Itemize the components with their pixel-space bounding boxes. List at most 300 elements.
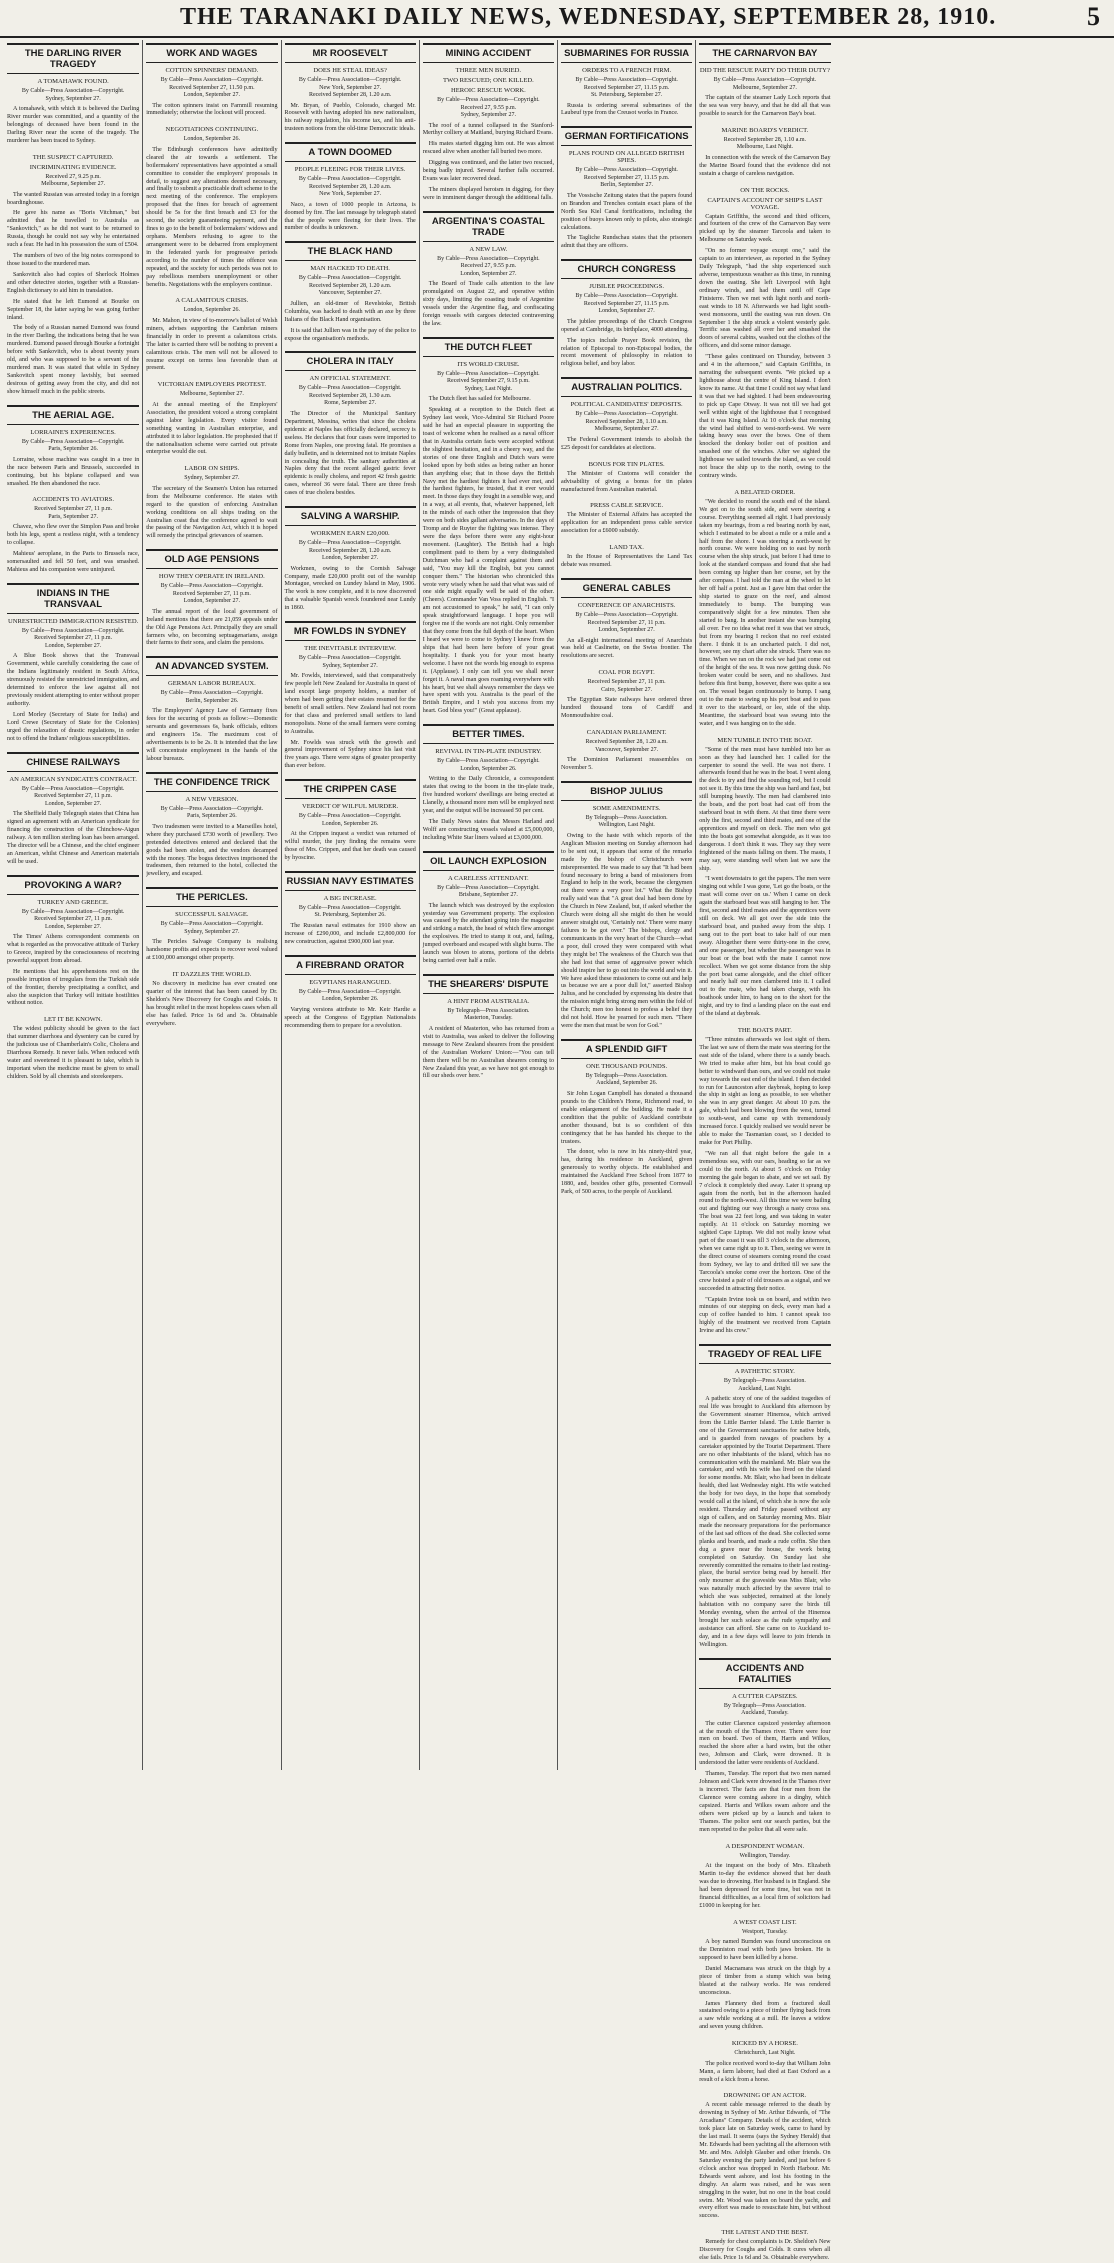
article-paragraph: The Employers' Agency Law of Germany fixes fees for the securing of posts as follow:—Domestic servants and governesses 6s, bank officials, editors and engineers 15s. The maximum cost of advertisements is to be 2s. It is intended that the law will concentrate employment in the hands of the labour bureaux.	[146, 708, 278, 762]
article-paragraph: At the inquest on the body of Mrs. Elizabeth Martin to-day the evidence showed that her death was due to drowning. Her husband is in England. She had been depressed for some time, but was not in financial difficulties, as a local firm of solicitors had £1000 in keeping for her.	[699, 1863, 831, 1909]
article-paragraph: Captain Griffiths, the second and third officers, and fourteen of the crew of the Carnarvon Bay were picked up by the steamer Tarcoola and taken to Melbourne on Saturday week.	[699, 213, 831, 244]
article	[7, 405, 139, 489]
article-dateline: Christchurch, Last Night.	[734, 2050, 796, 2057]
article	[561, 578, 692, 661]
article	[561, 502, 692, 536]
article-headline: CHINESE RAILWAYS	[7, 752, 139, 772]
article-paragraph: The Director of the Municipal Sanitary Department, Messina, writes that since the cholera epidemic at Naples has officially declared, secrecy is useless. He declares that four cases were imported to Rome from Naples, one proving fatal. He promises a daily bulletin, and is determined not to imitate Naples in concealing the truth. The sanitary authorities at Naples deny that the recent alleged gastric fever epidemic is really cholera, and report 42 fresh gastric cases, whereof 36 were fatal. There are three fresh cases of true cholera besides.	[284, 410, 416, 497]
article-dateline: London, September 27.	[183, 92, 241, 98]
article-dateline: By Telegraph—Press Association.	[447, 1007, 530, 1014]
article-paragraph: A Blue Book shows that the Transvaal Government, while carefully considering the case of the Indians legitimately resident in South Africa, strenuously resisted the unrestricted immigration, and determined to enforce the law against all not previously resident attempting to enter without proper authority.	[7, 653, 140, 707]
article-headline: RUSSIAN NAVY ESTIMATES	[285, 871, 416, 891]
article-dateline: By Cable—Press Association—Copyright.	[437, 255, 540, 262]
article-subhead: LABOR ON SHIPS.	[184, 465, 240, 473]
column-3	[281, 40, 419, 1770]
article	[423, 211, 554, 329]
article	[7, 875, 139, 1009]
article-paragraph: The Sheffield Daily Telegraph states that China has signed an agreement with an American syndicate for financing the construction of the Chinchow-Aigun railway. A ten million sterling loan has been arranged. The director will be a Chinese, and the chief engineer an American, whilst Chinese and American materials will be used.	[7, 811, 140, 865]
article-dateline: Berlin, September 27.	[600, 182, 653, 189]
article-dateline: Melbourne, September 27.	[179, 391, 244, 398]
article-paragraph: Mr. Bryan, of Pueblo, Colorado, charged Mr. Roosevelt with having adopted his new nationalism, his railway regulation, his income tax, and his anti-trusteen notions from the old-time Democratic ideals.	[284, 102, 416, 133]
article	[699, 489, 830, 729]
article-paragraph: The Federal Government intends to abolish the £25 deposit for candidates at elections.	[561, 436, 693, 451]
article-paragraph: Mr. Fowlds, interviewed, said that comparatively few people left New Zealand for Australia in quest of land except large property holders, a number of whom had been getting their estates resumed for the benefit of small settlers. New Zealand had not room for that class and preferred small settlers to land monopolists. None of the small farmers were coming to Australia.	[284, 673, 416, 735]
article-subhead: A HINT FROM AUSTRALIA.	[447, 997, 530, 1005]
article	[146, 772, 277, 879]
article-headline: TRAGEDY OF REAL LIFE	[699, 1344, 830, 1364]
article-subhead: LAND TAX.	[609, 544, 644, 552]
article-subhead: A BIG INCREASE.	[323, 894, 377, 902]
article-dateline: Cairo, September 27.	[601, 686, 653, 693]
article-headline: THE CONFIDENCE TRICK	[146, 772, 277, 792]
article-paragraph: The Russian naval estimates for 1910 show an increase of £290,000, and include £2,800,000 for new construction, against £900,000 last year.	[284, 922, 416, 945]
article-paragraph: The annual report of the local government of Ireland mentions that there are 21,059 appeals under the Old Age Pensions Act. Principally they are small farmers who, on becoming septuagenarians, assign their farms to their sons, and claim the pensions.	[146, 608, 278, 647]
article-subhead: TWO RESCUED; ONE KILLED.	[442, 77, 534, 84]
article-dateline: Received 27, 9.25 p.m.	[45, 173, 101, 180]
article-paragraph: No discovery in medicine has ever created one quarter of the interest that has been caused by Dr. Sheldon's New Discovery for Coughs and Colds. It has brought relief in the most hopeless cases when all else has failed. Price 1s 6d and 3s. Obtainable everywhere.	[146, 981, 278, 1027]
article	[285, 955, 416, 1031]
article-headline: THE CARNARVON BAY	[699, 43, 830, 63]
article-paragraph: The launch which was destroyed by the explosion yesterday was Government property. The explosion was caused by the attendant going into the magazine and striking a match, the head of which flew amongst the explosives. He tried to stamp it out, and, failing, jumped overboard and escaped with slight burns. The launch was blown to atoms, portions of the debris being carried over half a mile.	[422, 902, 554, 965]
article-headline: MINING ACCIDENT	[423, 43, 554, 63]
article-dateline: London, September 27.	[460, 270, 517, 277]
article-paragraph: The Egyptian State railways have ordered three hundred thousand tons of Cardiff and Monmouthshire coal.	[561, 697, 693, 720]
article-subhead: REVIVAL IN TIN-PLATE INDUSTRY.	[435, 748, 542, 756]
article	[561, 729, 692, 773]
article-paragraph: Daniel Macnamara was struck on the thigh by a piece of timber from a stump which was being blasted at the railway works. He was rendered unconscious.	[699, 1965, 831, 1996]
article-subhead: CAPTAIN'S ACCOUNT OF SHIP'S LAST VOYAGE.	[707, 196, 823, 211]
article	[561, 544, 692, 570]
article-dateline: Received September 27, 11 p.m.	[587, 619, 666, 626]
article-paragraph: "These gales continued on Thursday, between 3 and 4 in the afternoon," said Captain Griffiths, in narrating the subsequent events. "We picked up a lighthouse about the centre of King Island. I don't know its name. At that time I could not say what land it was that we had sighted. I had been endeavouring to pick up Cape Otway. It was not till we had got well within sight of the lighthouse that I recognised that it was King Island. At 10 o'clock that morning the wind had shifted to west-north-west. We were taking heavy seas over the bows. One of them knocked the donkey boiler out of position and smashed one of the winches. After we sighted the lighthouse we sailed towards the island, as we could not brace the ship up to the north, owing to the contrary winds.	[699, 354, 831, 480]
article-subhead: DROWNING OF AN ACTOR.	[723, 2092, 807, 2100]
article	[146, 465, 277, 541]
article-dateline: London, September 26.	[460, 765, 517, 772]
article-dateline: Received September 27, 9.15 p.m.	[447, 378, 530, 385]
article	[7, 1016, 139, 1081]
article	[146, 43, 277, 118]
article-dateline: Received September 28, 1.10 a.m.	[723, 136, 807, 143]
article-paragraph: The miners displayed heroism in digging, for they were in imminent danger through the additional falls.	[422, 186, 554, 201]
article-paragraph: The Times' Athens correspondent comments on what is regarded as the provocative attitude of Turkey to Greece, inspired by the consciousness of receiving powerful support from abroad.	[7, 934, 140, 964]
article-subhead: EGYPTIANS HARANGUED.	[309, 978, 391, 986]
article-dateline: New York, September 27.	[319, 84, 382, 91]
article	[561, 781, 692, 1031]
article-dateline: By Cable—Press Association—Copyright.	[160, 77, 264, 83]
article-dateline: By Cable—Press Association—Copyright.	[160, 805, 264, 812]
article	[699, 1658, 830, 1835]
article-headline: A TOWN DOOMED	[285, 142, 416, 162]
article-dateline: Melbourne, September 27.	[41, 181, 106, 188]
article-paragraph: The Daily News states that Messrs Harland and Wolff are constructing vessels valued at £5,000,000, including White Star liners valued at £3,000,000.	[422, 818, 554, 841]
article-paragraph: At the Crippen inquest a verdict was returned of wilful murder, the jury finding the remains were those of Mrs. Crippen, and that her death was caused by hyoscine.	[284, 831, 416, 861]
article-dateline: Received September 27, 11.15 p.m.	[583, 174, 670, 181]
article-dateline: Received 27, 9.55 p.m.	[460, 263, 517, 270]
article	[699, 737, 830, 1019]
article-paragraph: The Pericles Salvage Company is realising handsome profits and expects to recover wool valued at £100,000 amongst other property.	[146, 939, 278, 962]
article-dateline: Received September 28, 1.10 a.m.	[585, 418, 668, 425]
article-dateline: By Cable—Press Association—Copyright.	[298, 655, 402, 662]
article-headline: AN ADVANCED SYSTEM.	[146, 656, 277, 676]
article	[699, 1344, 830, 1650]
article-paragraph: "Some of the men must have tumbled into her as soon as they had launched her. I called for the carpenter to sound the well. He was not there. I afterwards found that he was in the boat. I went along the deck to try and find the sounding rod, but I could not see it. By this time the ship was hard and fast, but still bumping heavily. The men had clambered into the boats, and the port boat had cast off from the starboard boat in with them. At that time there were only the first, second and third mates, and one of the apprentices and myself on deck. The men who got into the boats got somewhat alongside, as it was too dangerous. I don't think it was. They say they were frightened of the masts falling on them. The masts, I may say, were standing well when last we saw the ship.	[699, 746, 831, 872]
article-dateline: By Cable—Press Association—Copyright.	[160, 583, 264, 590]
article-paragraph: The Vossische Zeitung states that the papers found on Brandon and Trenches contain exact plans of the North Sea Kiel Canal fortifications, including the position of buoys known only to pilots, also strategic calculations.	[561, 192, 693, 231]
article-dateline: By Cable—Press Association—Copyright.	[21, 88, 125, 94]
article-subhead: SUCCESSFUL SALVAGE.	[175, 911, 249, 919]
article-dateline: Received September 28, 1.20 a.m.	[308, 282, 392, 289]
article-dateline: Sydney, September 27.	[322, 662, 378, 669]
article-dateline: Rome, September 27.	[324, 400, 377, 407]
article-dateline: Received September 27, 11 p.m.	[172, 590, 251, 597]
article-subhead: PEOPLE FLEEING FOR THEIR LIVES.	[294, 166, 406, 174]
article-headline: THE CRIPPEN CASE	[285, 779, 416, 799]
article-paragraph: The donor, who is now in his ninety-third year, has, during his residence in Auckland, given generously to worthy objects. He established and maintained the Auckland Free School from 1877 to 1880, and, besides other gifts, presented Cornwall Park, of 500 acres, to the people of Auckland.	[561, 1149, 693, 1196]
article-headline: MR ROOSEVELT	[285, 43, 416, 63]
article-paragraph: Mr. Mahon, in view of to-morrow's ballot of Welsh miners, advises supporting the Cambrian miners financially in order to prevent a calamitous crisis. The latter is carried there will be nothing to prevent a calamitous crisis. The men will not be allowed to resume except on terms less favorable than at present.	[146, 317, 278, 372]
article-subhead: THE SUSPECT CAPTURED.	[32, 153, 114, 161]
article-dateline: By Cable—Press Association—Copyright.	[437, 370, 540, 377]
article-paragraph: He stated that he left Eumond at Bourke on September 18, the latter saying he was going further inland.	[7, 298, 140, 321]
article-dateline: By Cable—Press Association—Copyright.	[160, 690, 264, 697]
article-paragraph: A boy named Burnden was found unconscious on the Denniston road with both jaws broken. He is supposed to have been killed by a horse.	[699, 1939, 831, 1961]
article-paragraph: At the annual meeting of the Employers' Association, the president voiced a strong complaint against labor legislation. Every visitor found something wanting in Australian enterprise, and attributed it to labor legislation. He prophesied that if the nationalisation scheme were carried out private enterprise would die out.	[146, 401, 278, 456]
article-paragraph: Remedy for chest complaints is Dr. Sheldon's New Discovery for Coughs and Colds. It cures when all else fails. Price 1s 6d and 3s. Obtainable everywhere.	[699, 2239, 831, 2262]
article-dateline: Received September 27, 11.15 p.m.	[583, 84, 670, 91]
article-subhead: BONUS FOR TIN PLATES.	[588, 460, 665, 468]
article-dateline: By Cable—Press Association—Copyright.	[298, 988, 402, 995]
article	[699, 43, 830, 119]
article	[7, 43, 139, 146]
article-subhead: DOES HE STEAL IDEAS?	[313, 67, 387, 74]
article-paragraph: The Minister of External Affairs has accepted the application for an independent press cable service association for a £6000 subsidy.	[561, 512, 693, 535]
article-dateline: Wellington, Tuesday.	[739, 1852, 791, 1859]
article-headline: OLD AGE PENSIONS	[146, 549, 277, 569]
article-paragraph: A recent cable message referred to the death by drowning in Sydney of Mr. Arthur Edwards, of "The Arcadians" Company. Details of the accident, which took place late on Saturday week, came to hand by the last mail. It seems (says the Sydney Herald) that Mr. Edwards had been yachting all the afternoon with Mr. and Mrs. Adolph Glauber and other friends. On Saturday evening the party landed, and just before 6 o'clock anchor was dropped in North Harbour. Mr. Edwards went ashore, and lost his footing in the dinghy. An alarm was raised, and he was seen struggling in the water, but no one in the boat could swim. Mr. Wood was taken on board the yacht, and every effort was made to resuscitate him, but without success.	[699, 2102, 831, 2220]
article-subhead: WORKMEN EARN £20,000.	[310, 530, 390, 538]
article-subhead: MARINE BOARD'S VERDICT.	[721, 126, 809, 134]
article-dateline: St. Petersburg, September 27.	[591, 92, 663, 98]
article-paragraph: The captain of the steamer Lady Loch reports that the sea was very heavy, and that he did all that was possible to search for the Carnarvon Bay's boat.	[699, 95, 831, 117]
article-paragraph: Varying versions attribute to Mr. Keir Hardie a speech at the Congress of Egyptian Nationalists recommending them to prepare for a revolution.	[284, 1006, 416, 1029]
article-paragraph: Mahieus' aeroplane, in the Paris to Brussels race, somersaulted and fell 50 feet, and was smashed. Mahieus and his companion were uninjured.	[7, 551, 140, 574]
article-dateline: Sydney, September 27.	[45, 95, 101, 102]
article-dateline: By Telegraph—Press Association.	[723, 1378, 806, 1385]
article	[146, 381, 277, 457]
article-paragraph: His mates started digging him out. He was almost rescued alive when another fall buried two more.	[422, 141, 554, 156]
article-headline: GENERAL CABLES	[561, 578, 692, 598]
article-subhead: ITS WORLD CRUISE.	[457, 360, 520, 368]
article-subhead: COAL FOR EGYPT.	[598, 669, 655, 677]
article-dateline: Berlin, September 26.	[185, 697, 239, 704]
article-headline: INDIANS IN THE TRANSVAAL	[7, 583, 139, 614]
article-headline: A SPLENDID GIFT	[561, 1039, 692, 1059]
article-headline: PROVOKING A WAR?	[7, 875, 139, 895]
article-dateline: By Cable—Press Association—Copyright.	[575, 293, 678, 300]
article-headline: GERMAN FORTIFICATIONS	[561, 126, 692, 146]
article-subhead: GERMAN LABOR BUREAUX.	[168, 680, 256, 688]
article-dateline: By Cable—Press Association—Copyright.	[575, 612, 678, 619]
article-dateline: London, September 26.	[321, 996, 379, 1003]
article-paragraph: "We decided to round the south end of the island. We got on to the south side, and were steering a course. Everything seemed all right. I had previously taken my bearings, from a red bearing north by east, which I estimated to be about a mile or a mile and a half from the shore. I was steering a north-west by north course. We were holding on to east by north course when the ship struck, just before I had time to look at the standard compass and found that she had been coming up higher than her course, set by the after compass. I had told the man at the wheel to let her off half a point. Just as I gave him that order the ship started to graze on the reef, and almost immediately to bump. The bumping was comparatively slight for a few minutes. Then she started to bang. In another instant she was bumping all over. I've no idea what reef it was that we struck, but from my bearing I reckon that no reef existed there. I think it is an uncharted patch. I did not, however, see my chart after she struck. There was no time. When we ran on the rock we had just come out of the height of the sea. It was now getting dusk. No broken water could be seen, and no shallows. Just before this first bump, however, there was quite a sea on. The vessel began continuously to bump. I sang out to the mate to swing up his port boat and to pass it over to the starboard, or lee, side of the ship. Meantime, the starboard boat was swung into the water, and I was hanging on to the side.	[699, 498, 831, 727]
article-subhead: A CALAMITOUS CRISIS.	[175, 297, 249, 305]
article-dateline: By Cable—Press Association—Copyright.	[21, 785, 125, 792]
article-subhead: MAN HACKED TO DEATH.	[310, 265, 390, 273]
article-dateline: Sydney, Last Night.	[464, 385, 513, 392]
article-subhead: AN OFFICIAL STATEMENT.	[309, 375, 391, 383]
article-paragraph: The Board of Trade calls attention to the law promulgated on August 22, and operative within sixty days, limiting the coasting trade of Argentine vessels under the Argentine flag, and confiscating foreign vessels with cargoes detected contravening the law.	[422, 281, 554, 327]
article-subhead: A PATHETIC STORY.	[734, 1368, 795, 1376]
article-subhead: THE BOATS PART.	[737, 1027, 792, 1035]
article	[561, 669, 692, 721]
article-paragraph: The cutter Clarence capsized yesterday afternoon at the mouth of the Thames river. There were four men on board. Two of them, Harris and Wilkes, reached the shore after a hard swim, but the other two, Johnson and Clark, were drowned. It is understood the latter were residents of Auckland.	[699, 1720, 831, 1767]
article-paragraph: Lorraine, whose machine was caught in a tree in the race between Paris and Brussels, succeeded in continuing, but his biplane collapsed and was smashed. He then abandoned the race.	[7, 456, 140, 487]
article-paragraph: A resident of Masterton, who has returned from a visit to Australia, was asked to deliver the following message to New Zealand shearers from the president of the Australian Workers' Union:—"You can tell them there will be no Australian shearers coming to New Zealand this year, as we have not got enough to fill our sheds over here."	[422, 1025, 554, 1080]
article-subhead: A BELATED ORDER.	[734, 488, 796, 496]
article-dateline: London, September 27.	[321, 555, 379, 562]
article-dateline: Auckland, Tuesday.	[741, 1710, 789, 1717]
article-dateline: Vancouver, September 27.	[318, 290, 382, 297]
article-paragraph: Owing to the haste with which reports of the Anglican Mission meeting on Sunday afternoon had to be sent out, it appears that some of the remarks made by the bishop of Christchurch were misrepresented. He was made to say that "It had been found necessary to bring a band of missioners from England to help in the work, because the clergymen out there were a very poor lot." What the Bishop really said was that "A great deal had been done by the Church in New Zealand, but, if asked whether the Church were doing all she might do then he would answer straight out, 'Certainly not.' There were many failures to be got over." The bishops, clergy and communicants in the very heart of the Church—what a poor, dull crowd they were compared with what they might be! The weakness of the Church was that she had lost that sense of aggressive power which should inspire her to go out into the world and win it. We have asked these missioners to come out and help us because we are a poor dull lot," asserted Bishop Julius, and he concluded by expressing his desire that the mission might bring strong men within the fold of the Church; men too honest to profess a belief they did not hold. How he yearned for such men. "There were the men that must be won for God."	[561, 832, 693, 1030]
article-paragraph: In connection with the wreck of the Carnarvon Bay the Marine Board found that the evidence did not sustain a charge of careless navigation.	[699, 154, 831, 177]
article	[699, 187, 830, 481]
article-subhead: A DESPONDENT WOMAN.	[725, 1842, 805, 1850]
article-dateline: Received September 27, 11 p.m.	[587, 679, 666, 686]
article-subhead: THREE MEN BURIED.	[455, 67, 522, 74]
article	[423, 724, 554, 842]
article-paragraph: Two tradesmen were invited to a Marseilles hotel, where they purchased £730 worth of jewellery. Two pretended detectives entered and declared that the goods had been stolen, and the vendors decamped with the money. The bogus detectives imprisoned the tradesmen, then returned to the hotel, collected the jewellery, and escaped.	[146, 823, 278, 878]
article-headline: BETTER TIMES.	[423, 724, 554, 744]
article-headline: THE AERIAL AGE.	[7, 405, 139, 425]
article-paragraph: The cotton spinners insist on Farnmill resuming immediately; otherwise the lockout will proceed.	[146, 102, 278, 117]
article-dateline: London, September 27.	[44, 642, 102, 649]
article-dateline: By Cable—Press Association—Copyright.	[437, 97, 540, 103]
article	[7, 496, 139, 575]
article-subhead: CONFERENCE OF ANARCHISTS.	[577, 602, 676, 610]
article-dateline: Received September 28, 1.20 a.m.	[308, 183, 392, 190]
article-paragraph: The widest publicity should be given to the fact that summer diarrhoea and dysentery can be cured by the judicious use of Chamberlain's Colic, Cholera and Diarrhoea Remedy. It never fails. When reduced with water and sweetened it is pleasant to take, which is important when the medicine must be given to small children. Sold by all chemists and storekeepers.	[7, 1026, 140, 1080]
article	[561, 377, 692, 452]
article-headline: CHURCH CONGRESS	[561, 259, 692, 279]
article-dateline: Westport, Tuesday.	[742, 1928, 788, 1935]
article-subhead: TURKEY AND GREECE.	[37, 898, 109, 906]
article-subhead: UNRESTRICTED IMMIGRATION RESISTED.	[8, 617, 139, 625]
article-paragraph: Writing to the Daily Chronicle, a correspondent states that owing to the boom in the tin-plate trade, five hundred workers' dwellings are being erected at Llanelly, a thousand more men will be employed next year, and the output will be increased 50 per cent.	[422, 776, 554, 814]
article-headline: THE BLACK HAND	[285, 241, 416, 261]
article	[285, 351, 416, 498]
article	[146, 887, 277, 963]
article	[699, 1919, 830, 2033]
article-dateline: By Cable—Press Association—Copyright.	[298, 904, 402, 911]
article-dateline: Melbourne, September 27.	[732, 84, 797, 91]
article-subhead: MEN TUMBLE INTO THE BOAT.	[717, 736, 813, 744]
article-dateline: London, September 27.	[598, 308, 655, 315]
article-paragraph: A tomahawk, with which it is believed the Darling River murder was committed, and a quantity of the belongings of deceased have been found in the Darling River near the scene of the tragedy. The murderer has been traced to Sydney.	[7, 106, 140, 144]
article-dateline: By Cable—Press Association—Copyright.	[437, 884, 540, 891]
article-headline: ACCIDENTS AND FATALITIES	[699, 1658, 830, 1689]
article-dateline: By Cable—Press Association—Copyright.	[21, 627, 125, 634]
article-dateline: By Cable—Press Association—Copyright.	[298, 540, 402, 547]
article-paragraph: "Captain Irvine took us on board, and within two minutes of our stepping on deck, every man had a cup of coffee handed to him. I cannot speak too highly of the treatment we received from Captain Irvine and his crew."	[699, 1296, 831, 1335]
article-headline: AUSTRALIAN POLITICS.	[561, 377, 692, 397]
article-dateline: By Cable—Press Association—Copyright.	[21, 438, 125, 445]
article-dateline: Sydney, September 27.	[184, 475, 240, 482]
article-dateline: Auckland, September 26.	[596, 1080, 658, 1087]
article	[7, 154, 139, 397]
article-dateline: Masterton, Tuesday.	[464, 1015, 513, 1022]
article-paragraph: Lord Morley (Secretary of State for India) and Lord Crewe (Secretary of State for the Colonies) urged the relaxation of drastic regulations, in order not to offend the Indians' religious susceptibilities.	[7, 711, 140, 742]
article-subhead: THE LATEST AND THE BEST.	[721, 2229, 809, 2237]
article-dateline: By Cable—Press Association—Copyright.	[713, 77, 817, 83]
article	[423, 337, 554, 716]
article	[146, 656, 277, 763]
article-dateline: Auckland, Last Night.	[738, 1385, 792, 1392]
article-subhead: A NEW LAW.	[469, 245, 508, 253]
article-dateline: Received September 28, 1.20 a.m.	[308, 92, 392, 98]
article-dateline: By Cable—Press Association—Copyright.	[437, 758, 540, 765]
article	[561, 1039, 692, 1197]
article	[285, 43, 416, 134]
article-subhead: THE INEVITABLE INTERVIEW.	[304, 645, 397, 653]
column-1	[4, 40, 142, 1770]
page-number: 5	[1087, 2, 1100, 31]
article-headline: BISHOP JULIUS	[561, 781, 692, 801]
article-paragraph: "On no former voyage except one," said the captain to an interviewer, as reported in the Sydney Daily Telegraph, "had the ship experienced such adverse, tempestuous weather as this time, in running down the easting. She left Liverpool with light ordinary winds, and had them until off Cape Finisterre. Then we met with light north and north-east winds to 18 N. Afterwards we had light south-west monsoons, until the easting was run down. On September 1 the ship struck a violent westerly gale. Terrific seas washed all over her and smashed the doors of several cabins, washed out the clothes of the officers, and did some minor damage.	[699, 248, 831, 350]
article-dateline: Paris, September 26.	[48, 446, 98, 453]
article-dateline: By Cable—Press Association—Copyright.	[575, 167, 678, 174]
article	[699, 1843, 830, 1911]
article-paragraph: "Three minutes afterwards we lost sight of them. The last we saw of them the mate was steering for the east side of the island, where there is a sandy beach. We tried to make after him, but his boat could go better to windward than ours, and we could not make way towards the east end of the island. I then decided to run for Launceston after daybreak, hoping to keep the ship in sight as long as possible, to see whether she was in any great danger. At about 10 p.m. the gale, which had been blowing from the west, turned to south-west, and came up with tremendously increased force. I quickly realised we would never be able to make the Tasmanian coast, so I decided to make for Port Phillip.	[699, 1037, 831, 1147]
column-2	[142, 40, 280, 1770]
article-dateline: By Cable—Press Association—Copyright.	[575, 411, 678, 418]
article-paragraph: Jullien, an old-timer of Revelstoke, British Columbia, was hacked to death with an axe by three Italians of the Black Hand organisation.	[284, 300, 416, 323]
article-subhead: ON THE ROCKS.	[740, 186, 790, 194]
article	[285, 871, 416, 947]
article-headline: OIL LAUNCH EXPLOSION	[423, 851, 554, 871]
article-dateline: Received September 27, 11 p.m.	[34, 635, 113, 642]
article	[699, 127, 830, 179]
article-paragraph: The Dutch fleet has sailed for Melbourne.	[428, 396, 531, 403]
article-dateline: London, September 27.	[44, 800, 102, 807]
article	[423, 974, 554, 1081]
article-headline: CHOLERA IN ITALY	[285, 351, 416, 371]
article-paragraph: The police received word to-day that William John Mann, a farm laborer, had died at East Oxford as a result of a kick from a horse.	[699, 2060, 831, 2083]
article-dateline: Received September 28, 1.20 a.m.	[308, 547, 392, 554]
article-dateline: By Cable—Press Association—Copyright.	[298, 275, 402, 282]
article-subhead: VICTORIAN EMPLOYERS PROTEST.	[157, 381, 267, 389]
article-dateline: By Cable—Press Association—Copyright.	[298, 813, 402, 820]
article-subhead: COTTON SPINNERS' DEMAND.	[165, 67, 259, 74]
article-dateline: Received 27, 9.55 p.m.	[460, 104, 517, 111]
article-headline: MR FOWLDS IN SYDNEY	[285, 621, 416, 641]
article-subhead: DID THE RESCUE PARTY DO THEIR DUTY?	[699, 67, 830, 74]
article-paragraph: The topics include Prayer Book revision, the relation of Episcopal to non-Episcopal bodies, the recent movement of philosophy in relation to religious belief, and boy labor.	[561, 337, 693, 368]
article-subhead: PLANS FOUND ON ALLEGED BRITISH SPIES.	[568, 150, 685, 165]
article-headline: SALVING A WARSHIP.	[285, 506, 416, 526]
article-subhead: CANADIAN PARLIAMENT.	[586, 729, 667, 737]
article-subhead: A CUTTER CAPSIZES.	[732, 1692, 798, 1700]
masthead	[0, 0, 1114, 38]
article-dateline: Paris, September 27.	[48, 513, 98, 520]
article-dateline: By Telegraph—Press Association.	[585, 814, 668, 821]
article-paragraph: James Flannery died from a fractured skull sustained owing to a piece of timber flying back from a saw while working at a mill. He leaves a widow and seven young children.	[699, 2000, 831, 2031]
article-subhead: ORDERS TO A FRENCH FIRM.	[582, 67, 672, 74]
article	[285, 142, 416, 233]
article-paragraph: The body of a Russian named Eumond was found in the river Darling, the indications being that he was murdered. Eumond passed through Bourke a fortnight before with Sankovitch, who is about twenty years old, and who was supposed to be a servant of the murdered man. It was stated that while in Sydney Sankovitch spent money lavishly, but seemed desirous of getting away from the city, and did not show himself much in the public streets.	[7, 325, 140, 395]
article-paragraph: "We ran all that night before the gale in a tremendous sea, with our oars, heading so far as we could to the north. At about 5 o'clock on Friday morning the gale began to abate, and we set sail. By 7 o'clock it completely died away. Later it sprang up again from the north, but in the afternoon hauled round to the north-west. All this time we were bailing out and fighting our way through a nasty cross sea. The boat was 22 feet long, and was taking in water rapidly. At 11 o'clock on Saturday morning we sighted Cape Liptrap. We did not really know what part of the coast it was till 3 o'clock in the afternoon, when we came right up to it. Then, seeing we were in the direct course of steamers coming round the coast from Sydney, we lay to and drifted till we saw the Tarcoola's smoke come over the horizon. One of the crew hoisted a pair of old trousers as a signal, and we succeeded in attracting their notice.	[699, 1150, 831, 1292]
article-dateline: Received September 27, 11 p.m.	[34, 793, 113, 800]
article-dateline: Received September 27, 11 p.m.	[34, 506, 113, 513]
article-subhead: AN AMERICAN SYNDICATE'S CONTRACT.	[9, 775, 137, 783]
article-paragraph: Mr. Fowlds was struck with the growth and general improvement of Sydney since his last visit five years ago. There were signs of greater prosperity than ever before.	[284, 739, 416, 770]
article-subhead: A WEST COAST LIST.	[733, 1918, 797, 1926]
article-headline: A FIREBRAND ORATOR	[285, 955, 416, 975]
article	[285, 506, 416, 613]
article-subhead: INCRIMINATING EVIDENCE.	[29, 163, 117, 171]
article-headline: ARGENTINA'S COASTAL TRADE	[423, 211, 554, 242]
article-dateline: Received September 27, 11.15 p.m.	[583, 300, 670, 307]
article	[561, 126, 692, 251]
article-dateline: By Telegraph—Press Association.	[585, 1072, 668, 1079]
article-subhead: VERDICT OF WILFUL MURDER.	[302, 803, 399, 811]
article-subhead: LORRAINE'S EXPERIENCES.	[30, 428, 116, 436]
article-paragraph: Russia is ordering several submarines of the Laubeuf type from the Creusot works in France.	[561, 102, 693, 117]
article-dateline: Melbourne, September 27.	[594, 426, 659, 433]
article	[7, 583, 139, 744]
article-paragraph: The numbers of two of the big notes correspond to those issued to the murdered man.	[7, 253, 140, 267]
article-dateline: London, September 26.	[183, 307, 241, 314]
article-dateline: Received September 27, 11 p.m.	[34, 916, 113, 923]
article-dateline: London, September 26.	[183, 136, 241, 143]
article-dateline: London, September 27.	[183, 598, 241, 605]
article-paragraph: It is said that Jullien was in the pay of the police to expose the organisation's methods.	[284, 327, 416, 342]
article	[699, 2040, 830, 2084]
article-dateline: Received September 28, 1.30 a.m.	[308, 392, 392, 399]
article	[146, 126, 277, 289]
article-dateline: By Cable—Press Association—Copyright.	[21, 908, 125, 915]
article	[285, 621, 416, 771]
article-subhead: ONE THOUSAND POUNDS.	[586, 1062, 668, 1070]
article	[699, 2092, 830, 2221]
article-paragraph: He gave his name as "Boris Vitchman," but admitted that he travelled to Australia as "Sankovitch," as he did not want to be returned to Russia, though he could not say why he entertained such a fear. He had in his possession the sum of £504.	[7, 210, 140, 249]
column-6	[695, 40, 833, 2262]
article-subhead: IT DAZZLES THE WORLD.	[172, 971, 252, 979]
article-headline: WORK AND WAGES	[146, 43, 277, 63]
article-paragraph: A pathetic story of one of the saddest tragedies of real life was brought to Auckland this afternoon by the Government steamer Hinemoa, which arrived from the Little Barrier Island. The Little Barrier is one of the Government sanctuaries for native birds, and is guarded from ravages of poachers by a caretaker appointed by the Tourist Department. There are no other inhabitants of the island, which has no communication with the mainland. Mr. Blair was the caretaker, and with his wife has lived on the island for some months. Mr. Blair, who had been in delicate health, died last Wednesday night. His wife watched the body for two days, in the hope that somebody would call at the island, of which she is now the sole resident. Thursday and Friday passed without any sign of callers, and on Saturday morning Mrs. Blair made the necessary preparations for the performance of the last sad offices of the dead. She collected some planks and boards, and made a rude coffin. She then dug a grave near the house, the work being completed on Saturday. On Sunday last she reverently committed the remains to their last resting-place, the burial service being read by herself. Her only mourner at the graveside was Miss Blair, who was naturally much affected by the severe trial to which she was subjected, remained at the lonely habitation with no company save the birds till Monday evening, when the arrival of the Hinemoa brought her such solace as the rude sympathy and assistance can afford. She came on to Auckland to-day, and in a few days will leave to join friends in Wellington.	[699, 1396, 831, 1648]
article-headline: SUBMARINES FOR RUSSIA	[561, 43, 692, 63]
article-subhead: SOME AMENDMENTS.	[592, 804, 661, 812]
article-paragraph: Naco, a town of 1000 people in Arizona, is doomed by fire. The last message by telegraph stated that the people were fleeing for their lives. The number of deaths is unknown.	[284, 201, 416, 232]
article-subhead: HEROIC RESCUE WORK.	[450, 87, 526, 94]
article-subhead: JUBILEE PROCEEDINGS.	[589, 283, 664, 291]
article-subhead: PRESS CABLE SERVICE.	[590, 502, 664, 510]
article-subhead: POLITICAL CANDIDATES' DEPOSITS.	[570, 401, 683, 409]
article-headline: THE SHEARERS' DISPUTE	[423, 974, 554, 994]
article-paragraph: The wanted Russian was arrested today in a foreign boardinghouse.	[7, 191, 140, 206]
article	[699, 2229, 830, 2263]
article-subhead: LET IT BE KNOWN.	[43, 1016, 103, 1024]
article-paragraph: Digging was continued, and the latter two rescued, being badly injured. Several further falls occurred. Evans was later recovered dead.	[422, 160, 554, 183]
article-dateline: Received September 28, 1.20 a.m.	[585, 739, 668, 746]
article-headline: THE PERICLES.	[146, 887, 277, 907]
article-subhead: A NEW VERSION.	[185, 795, 239, 803]
article-paragraph: The Edinburgh conferences have admittedly cleared the air towards a settlement. The boilermakers' representatives have appointed a small committee to consider the employers' proposals in detail, to suggest any alterations deemed necessary, and finally to submit a practicable draft scheme to the next meeting of the conference. The employers proposed that the fines for breach of agreement should be 5s for the first breach and £3 for the second, the society guaranteeing payment, and the fines to go to the benefit of boilermakers' widows and orphans. Members refusing to agree to the arrangement were to be debarred from employment in the federated yards for progressive periods according to the number of times the offence was repeated, and the society for such periods was not to pay rebellious members unemployment or other benefits. Negotiations with the employers continue.	[146, 146, 278, 288]
article-paragraph: He mentions that his apprehensions rest on the possible irruption of irregulars from the Turkish side of the frontier, thereby precipitating a conflict, and also the suspicion that Turkey will initiate hostilities without notice.	[7, 968, 140, 1007]
article-dateline: By Cable—Press Association—Copyright.	[298, 176, 402, 183]
article	[146, 971, 277, 1029]
article-subhead: ACCIDENTS TO AVIATORS.	[32, 496, 115, 504]
article	[561, 43, 692, 118]
